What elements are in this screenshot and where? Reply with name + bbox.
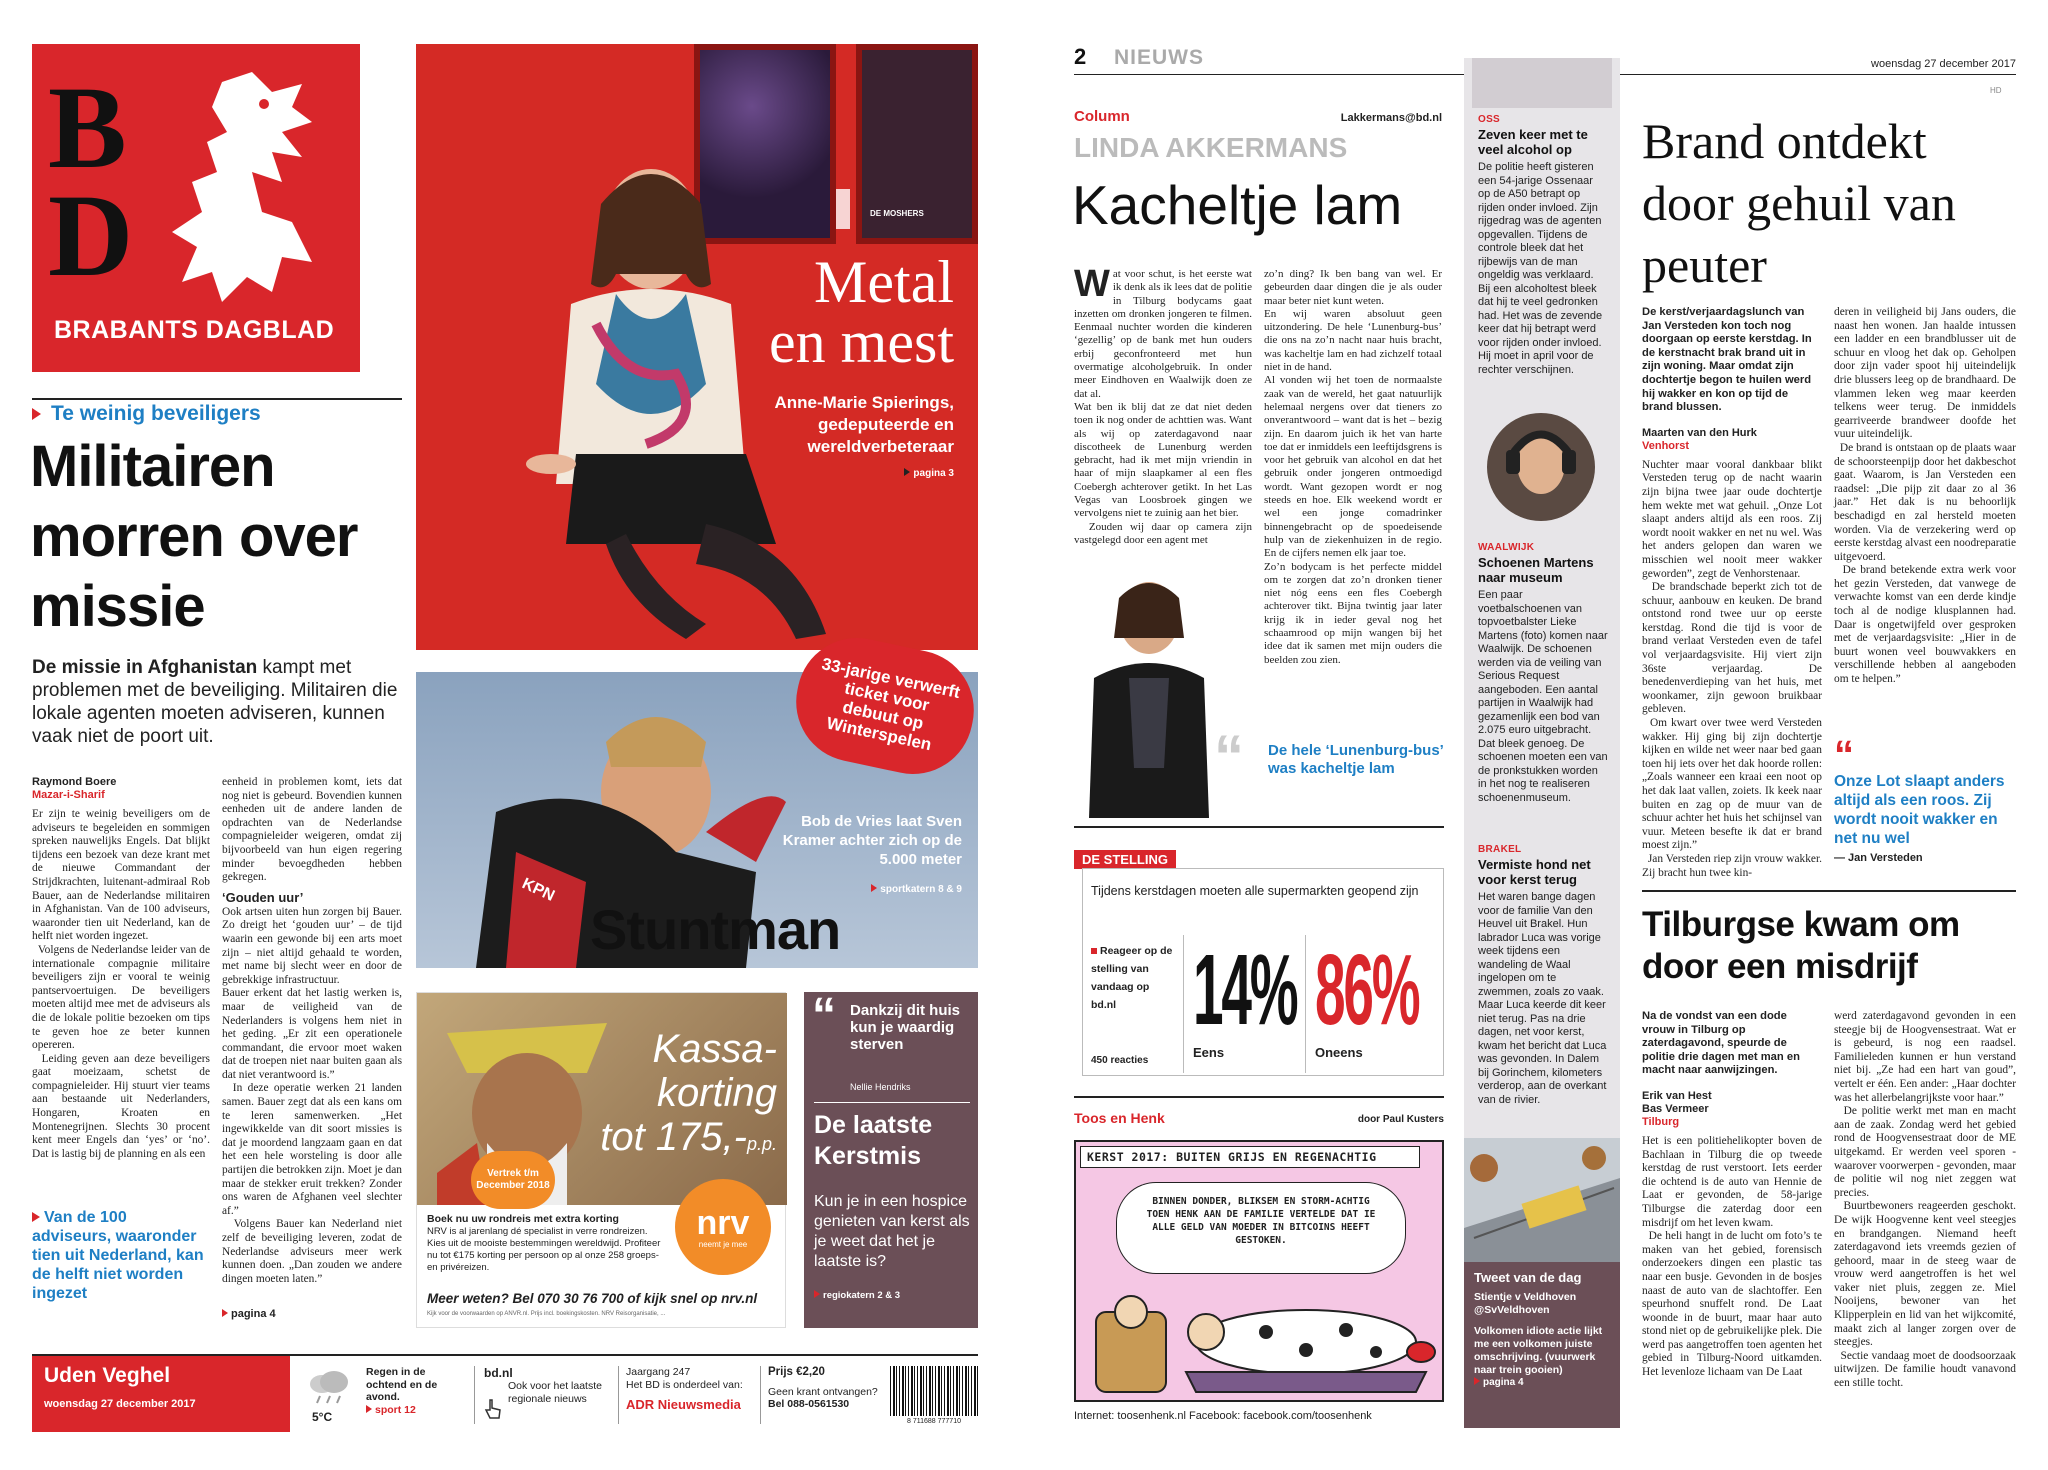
cartoon-rule [1074,1096,1444,1098]
masthead-letter-b: B [48,62,127,193]
stelling-divider-2 [1305,935,1306,1073]
tilburg-col2-text: werd zaterdagavond gevonden in een steegje bij de Hoogvensestraat. Wat er is gebeurd, is nog een raadsel. Familieleden kunnen er hun verstand niet bij. „Ze had een hart van goud”, vertelt er één. Een ander: „Haar dochter was het allerbelangrijkste voor haar.” De politie werkt met man en macht aan de zaak. Zondag werd het gebied rond de Hoogvensestraat door de ME uitgekamd. Er werden veel sporen - waarover voorwerpen - gevonden, maar de politie wil nog niet zeggen wat precies. Buurtbewoners reageerden geschokt. De wijk Hoogvenne kent veel steegjes en brandgangen. Niemand heeft zaterdagavond iets vreemds gezien of gehoord, maar in de steeg waar de vrouw werd aangetroffen is het wel vaker niet pluis, zeggen ze. Miel Nooijens, bewoner van het Klipperplein en lid van het wijkcomité, maakt zich al langer zorgen over de steegjes. Sectie vandaag moet de doodsoorzaak uitwijzen. De familie houdt vanavond een stille tocht. [1834,1010,2016,1390]
brand-quote: Onze Lot slaapt anders altijd als een roos. Zij wordt nooit wakker en net nu wel [1834,773,2005,847]
stelling-react-icon [1091,948,1097,954]
metal-ref[interactable] [836,468,954,479]
linda-portrait [1074,568,1214,818]
lead-intro-rest: kampt met problemen met de beveiliging. Militairen die lokale agenten moeten adviseren, kunnen vaak niet de poort uit. [32,657,398,747]
tweet-ref[interactable] [1474,1377,1610,1388]
sidebar-item-1-text: De politie heeft gisteren een 54-jarige Ossenaar op de A50 betrapt op rijden onder invloed. Zijn rijgedrag was de agenten opgevallen. Tijdens de controle bleek dat het rijbewijs van de man ongeldig was verklaard. Bij een alcoholtest bleek dat hij te veel gedronken had. Het was de zevende keer dat hij betrapt werd voor rijden onder invloed. Hij moet in april voor de rechter verschijnen. [1478,161,1606,376]
nrv-ad-text: NRV is al jarenlang dé specialist in verre rondreizen. Kies uit de mooiste bestemmingen wereldwijd. Profiteer nu tot €175 korting per persoon op al onze 258 groeps- en privéreizen. [427,1226,661,1273]
lead-col-1 [32,776,210,1326]
brand-rule [1642,890,2016,892]
stelling-no [1315,935,1435,1060]
sidebar-tab [1472,58,1612,108]
tweet-text: Volkomen idiote actie lijkt me een volkomen juiste omschrijving. (vuurwerk naar trein gooien) [1474,1325,1603,1376]
kerst-quote-icon: “ [812,989,836,1042]
metal-ref-text: pagina 3 [913,468,954,479]
nrv-logo-text: nrv [696,1203,750,1242]
lead-pullquote-text: Van de 100 adviseurs, waaronder tien uit Nederland, kan de helft niet worden ingezet [32,1209,204,1302]
anne-marie-photo [476,124,836,644]
section-name: NIEUWS [1114,46,1204,69]
kerst-ref-text: regiokatern 2 & 3 [823,1290,901,1301]
masthead-letter-d: D [48,170,134,301]
masthead-letters [48,62,168,314]
lieke-martens-photo [1486,412,1596,522]
stelling-yes-label: Eens [1193,1045,1225,1060]
footer-divider-3 [760,1366,761,1424]
cartoon-label: Toos en Henk [1074,1110,1165,1126]
left-footer [32,1354,978,1430]
cartoon-drawing [1076,1272,1442,1400]
kerst-text: Kun je in een hospice genieten van kerst als je weet dat het je laatste is? [814,1193,970,1270]
nrv-title-pp: p.p. [746,1134,777,1154]
stelling-divider [1183,935,1184,1073]
nrv-title-line1: Kassa- [652,1027,777,1071]
brand-col-1 [1642,306,1822,886]
footer-temp: 5°C [312,1410,333,1424]
page-ref-arrow-icon [222,1309,228,1317]
footer-date: woensdag 27 december 2017 [44,1398,196,1410]
sidebar-item-2-loc: WAALWIJK [1478,542,1535,553]
price-text: Prijs €2,20 [768,1366,825,1378]
metal-ref-arrow-icon [904,468,910,476]
jaargang-text: Jaargang 247 [626,1366,691,1378]
metal-feature[interactable] [416,44,978,650]
nrv-logo-sub: neemt je mee [698,1239,748,1249]
sidebar-item-2-text: Een paar voetbalschoenen van topvoetbalster Lieke Martens (foto) komen naar Waalwijk. De schoenen werden via de veiling van Serious Request aangeboden. Een aantal partijen in Waalwijk had gezamenlijk een bod van 2.075 euro uitgebracht. Dat bleek genoeg. De schoenen moeten een van de pronkstukken worden in het nog te realiseren schoenenmuseum. [1478,589,1611,804]
sidebar-item-3-text: Het waren bange dagen voor de familie Van den Heuvel uit Brakel. Hun labrador Luca was vorige week tijdens een wandeling de Waal ingelopen om te zwemmen, zoals zo vaak. Maar Luca keerde dit keer niet terug. Pas na drie dagen, net voor kerst, kwam het bericht dat Luca was gevonden. In Dalem bij Gorinchem, kilometers verderop, aan de overkant van de rivier. [1478,891,1610,1106]
kerst-headline: De laatste Kerstmis [814,1111,933,1170]
tilburg-location: Tilburg [1642,1115,1680,1128]
stelling-no-label: Oneens [1315,1045,1363,1060]
sidebar-item-2[interactable] [1478,542,1611,805]
sidebar-item-1-title: Zeven keer met te veel alcohol op [1478,127,1588,157]
lead-col2b-text: Ook artsen uiten hun zorgen bij Bauer. Zo dreigt het ‘gouden uur’ – de tijd waarin een gewonde bij een arts moet zijn – niet altijd gehaald te worden, met name bij slecht weer en door de gebrekkige infrastructuur. Bauer erkent dat het lastig werken is, maar de veiligheid van de Nederlanders is volgens hem niet in het geding. „Er zit een operationele commandant, die ervoor moet waken dat de troepen niet naar buiten gaan als dat niet verantwoord is.” In deze operatie werken 21 landen samen. Bauer zegt dat als een kans om te leren samenwerken. „Het ingewikkelde van dit soort missies is dat je moordend langzaam gaan en dat het een hele worsteling is door alle partijen die betrokken zijn. Moet je dan maar de stekker eruit trekken? Zonder ons waren de Afghanen veel slechter af.” Volgens Bauer kan Nederland niet zelf de beveiliging leveren, zodat de Nederlandse adviseurs meer werk kunnen doen. „Dan zouden we andere dingen moeten laten.” [222,905,403,1285]
stelling-label: DE STELLING [1074,850,1176,869]
metal-sub: Anne-Marie Spierings, gedeputeerde en wereldverbeteraar [774,393,954,456]
hand-pointer-icon [484,1398,504,1420]
barcode [890,1366,978,1416]
nrv-logo[interactable] [675,1179,771,1275]
kerst-ref-arrow-icon [814,1290,820,1298]
cartoon-author: door Paul Kusters [1357,1114,1444,1125]
train-photo [1464,1138,1620,1262]
weather-ref-text: sport 12 [375,1403,416,1416]
cartoon-panel [1074,1140,1444,1402]
kerst-ref[interactable] [814,1290,974,1301]
footer-divider-2 [618,1366,619,1424]
sidebar-item-2-title: Schoenen Martens naar museum [1478,555,1594,585]
brand-quote-icon: “ [1834,733,1854,777]
pullquote-arrow-icon [32,1212,40,1222]
tweet-ref-arrow-icon [1474,1377,1480,1385]
moshers-poster-label: DE MOSHERS [870,209,924,218]
column-col1-text: at voor schut, is het eerste wat ik denk als ik lees dat de politie in Tilburg bodycams gaat inzetten om dronken jongeren te filmen. Eenmaal nuchter worden die kinderen ‘gezellig’ op de bank met hun ouders erbij geconfronteerd met hun overmatige alcoholgebruik. In onder meer Eindhoven en Waalwijk doen ze dat al. Wat ben ik blij dat ze dat niet deden toen ik nog onder de achttien was. Want als wij op zaterdagavond naar discotheek de Lunenburg werden gebracht, had ik met mijn vriendin in haar of mijn slaapkamer al een fles Coebergh achterover getikt. In het Las Vegas van Loosbroek gingen we vervolgens niet te zuinig aan het bier. Zouden wij daar op camera zijn vastgelegd door een agent met [1074,268,1252,546]
lead-col1-text: Er zijn te weinig beveiligers om de adviseurs te begeleiden en sommigen spreken nauwelijks Engels. Dat blijkt tijdens een bezoek van deze krant met de nieuwe Commandant der Strijdkrachten, luitenant-admiraal Rob Bauer, aan de Nederlandse militairen in Afghanistan. Van de 100 adviseurs, waaronder tien uit Nederland, kan de helft niet worden ingezet. Volgens de Nederlandse leider van de internationale compagnie militaire beveiligers zijn er vooral te weinig pantservoertuigen. De beveiligers moeten altijd mee met de adviseurs als die de lokale politie bezoeken om tips te geven hoe ze beter kunnen opereren. Leiding geven aan deze beveiligers gaat moeizaam, schetst de compagnieleider. Hij stuurt vier teams aan bestaande uit Nederlanders, Hongaren, Kroaten en Montenegrijnen. Slechts 30 procent kent meer Engels dan ‘yes’ or ‘no’. Dat is lastig bij de planning en als een [32,808,210,1160]
moshers-poster-image [856,44,978,244]
weather-text: Regen in de ochtend en de avond. [366,1366,438,1403]
brand-intro: De kerst/verjaardagslunch van Jan Versteden kon toch nog doorgaan op eerste kerstdag. In de kerstnacht brak brand uit in zijn woning. Maar omdat zijn dochtertje begon te huilen werd hij wakker en kon op tijd de brand blussen. [1642,306,1812,414]
kerst-feature[interactable] [804,989,978,1328]
tweet-label: Tweet van de dag [1474,1270,1582,1285]
sidebar-item-3-title: Vermiste hond net voor kerst terug [1478,857,1591,887]
cartoon-bubble-text: BINNEN DONDER, BLIKSEM EN STORM-ACHTIG TOEN HENK AAN DE FAMILIE VERTELDE DAT IE ALLE GELD VAN MOEDER IN BITCOINS HEEFT GESTOKEN. [1146,1196,1376,1246]
service-text: Geen krant ontvangen? [768,1386,878,1398]
masthead-name: BRABANTS DAGBLAD [54,316,335,344]
nrv-ad-bold: Boek nu uw rondreis met extra korting [427,1213,619,1225]
sport-caption: Bob de Vries laat Sven Kramer achter zich op de 5.000 meter [782,813,962,868]
column-headline: Kacheltje lam [1072,174,1403,236]
column-dropcap: W [1074,263,1110,305]
stelling-no-pct: 86% [1315,934,1419,1046]
sidebar-item-3-loc: BRAKEL [1478,844,1522,855]
barcode-number: 8 711688 777710 [907,1418,961,1425]
tweet-user: Stientje v Veldhoven @SvVeldhoven [1474,1291,1577,1316]
nrv-date-badge [471,1151,555,1209]
kicker-text: Te weinig beveiligers [51,402,261,425]
column-label: Column [1074,108,1130,125]
kicker-arrow-icon [32,408,41,420]
news-sidebar [1464,58,1620,1428]
onderdeel-text: Het BD is onderdeel van: [626,1378,743,1391]
kerst-quote: Dankzij dit huis kun je waardig sterven [850,1002,961,1053]
column-rule [1074,826,1444,828]
lead-col-2 [222,776,405,1328]
skater-suit-label: KPN [519,875,558,905]
footer-weather [366,1366,466,1416]
sport-ref[interactable] [796,884,962,895]
sport-feature[interactable] [416,654,978,968]
stelling-question: Tijdens kerstdagen moeten alle supermarkten geopend zijn [1091,884,1419,898]
tweet-box[interactable] [1464,1262,1620,1428]
lead-pullquote [32,1208,210,1303]
metal-poster-logo-icon [836,189,850,229]
cartoon-footer[interactable] [1074,1410,1444,1422]
footer-edition-box [32,1356,290,1432]
header-date: woensdag 27 december 2017 [1871,58,2016,70]
lead-col2a-text: eenheid in problemen komt, iets dat nog niet is gebeurd. Bovendien kunnen eenheden uit de andere landen de opdrachten van de Nederlandse compagnieleider weigeren, omdat zij bijvoorbeeld van hun eigen regering minder bevoegdheden hebben gekregen. [222,776,405,884]
tilburg-intro: Na de vondst van een dode vrouw in Tilburg op zaterdagavond, speurde de politie drie dagen met man en macht naar aanwijzingen. [1642,1010,1800,1077]
stelling-yes [1193,935,1313,1060]
column-col-1 [1074,263,1252,560]
brand-col2-text: deren in veiligheid bij Jans ouders, die naast hen wonen. Jan haalde intussen een ladder en een brandblusser uit de schuur en vloog het dak op. Geholpen door zijn vader spoot hij uiteindelijk drie blussers leeg op de brandhaard. De vlammen leken weg maar keerden telkens weer terug. De inmiddels gearriveerde brandweer doofde het vuur uiteindelijk. De brand is ontstaan op de plaats waar de schoorsteenpijp door het dakbeschot gaat. Waarom, is Jan Versteden een raadsel: „Die pijp zit daar zo al 36 jaar.” Het dak is nu behoorlijk beschadigd en zal hersteld moeten worden. Via de verzekering werd op eerste kerstdag alvast een noodreparatie uitgevoerd. De brand betekende extra werk voor het gezin Versteden, dat vanwege de verwachte komst van een derde kindje toch al de nodige klusplannen had. Daar is ongetwijfeld over gesproken met de verjaardagsvisite: „Hier in de buurt wonen veel bouwvakkers en verschillende hebben al aangeboden om te helpen.” [1834,306,2016,686]
stelling-react-text: Reageer op de stelling van vandaag op bd.nl [1091,945,1173,1011]
header-hd: HD [1990,86,2002,95]
lead-page-ref[interactable] [222,1308,402,1320]
nrv-date-badge-text: Vertrek t/m December 2018 [476,1168,550,1191]
metal-headline-line2: en mest [769,309,954,375]
sidebar-item-1[interactable] [1478,114,1608,377]
lead-kicker [32,398,402,424]
column-author: LINDA AKKERMANS [1074,132,1348,163]
footer-jaargang [626,1366,758,1412]
footer-price [768,1366,888,1410]
nrv-ad-title [567,1027,777,1166]
cartoon-footer-text: Internet: toosenhenk.nl Facebook: facebook.com/toosenhenk [1074,1410,1372,1422]
footer-site-text: Ook voor het laatste regionale nieuws [508,1380,602,1405]
nrv-ad-fine: Kijk voor de voorwaarden op ANVR.nl. Prijs incl. boekingskosten. NRV Reisorganisatie, ... [427,1311,666,1317]
adr-logo: ADR Nieuwsmedia [626,1397,741,1412]
brand-location: Venhorst [1642,439,1690,452]
lead-intro [32,656,402,748]
column-col2-text: zo’n ding? Ik ben bang van wel. Er gebeurden daar dingen die je als ouder maar beter niet kunt weten. En wij waren absoluut geen uitzondering. De hele ‘Lunenburg-bus’ die ons na zo’n nacht naar huis bracht, was kacheltje lam en had zichzelf totaal niet in de hand. Al vonden wij het toen de normaalste zaak van de wereld, het gaat natuurlijk helemaal nergens over dat tieners zo onverantwoord – want dat is het – bezig zijn. En daarom juich ik het van harte toe dat er inmiddels een leeftijdsgrens is voor het gebruik van alcohol en dat het gebruik onder jongeren ontmoedigd wordt. Want gezopen wordt er nog steeds en hoe. Elk weekend wordt er wel een jonge comadrinker binnengebracht op de spoedeisende hulp van de ziekenhuizen in de regio. En de cijfers nemen elk jaar toe. Zo’n bodycam is het perfecte middel om te zorgen dat zo’n dronken tiener niet nóg eens een fles Coebergh achterover tikt. Bijna twintig jaar later krijg ik in ieder geval nog het schaamrood op mijn wangen bij het idee dat ik samen met mijn ouders die beelden zou zien. [1264,268,1442,666]
kerst-quote-by: Nellie Hendriks [850,1082,911,1092]
sport-ref-text: sportkatern 8 & 9 [880,884,962,895]
cartoon-bubble [1116,1182,1406,1274]
column-quote-icon: “ [1214,723,1244,790]
lead-page-ref-text: pagina 4 [231,1307,276,1320]
sidebar-item-3[interactable] [1478,844,1608,1107]
tilburg-authors: Erik van Hest Bas Vermeer [1642,1089,1712,1115]
weather-ref[interactable] [366,1404,466,1416]
cartoon-title: KERST 2017: BUITEN GRIJS EN REGENACHTIG [1087,1150,1377,1164]
tilburg-headline[interactable]: Tilburgse kwam om door een misdrijf [1642,905,1960,986]
lead-intro-bold: De missie in Afghanistan [32,657,258,678]
tilburg-col-2 [1834,1010,2016,1428]
sport-ref-arrow-icon [871,884,877,892]
stelling-box [1082,868,1444,1076]
lead-subhead: ‘Gouden uur’ [222,889,304,905]
lead-author: Raymond Boere [32,776,117,788]
weather-ref-arrow-icon [366,1405,372,1413]
stelling-react[interactable] [1091,941,1173,1013]
weather-cloud-icon [306,1366,352,1406]
brand-author: Maarten van den Hurk [1642,426,1757,439]
nrv-title-price: tot 175,- [600,1115,747,1159]
kerst-divider [814,1102,970,1103]
nrv-title-line2: korting [656,1071,777,1115]
column-email[interactable]: Lakkermans@bd.nl [1340,112,1442,124]
nrv-ad-body [427,1213,667,1274]
brand-headline[interactable]: Brand ontdekt door gehuil van peuter [1642,113,1956,293]
brand-quote-by: — Jan Versteden [1834,852,1923,864]
brand-col1-text: Nuchter maar vooral dankbaar blikt Versteden terug op de nacht waarin zijn bijna twee jaar oude dochtertje hem wekte met wat gehuil. „Onze Lot slaapt anders altijd als een roos. Zij wordt nooit wakker en net nu wel. Was het anders gelopen dan waren we misschien wel nooit meer wakker geworden”, zegt de Venhorstenaar. De brandschade beperkt zich tot de schuur, aanbouw en keuken. De brand ontstond rond twee uur op eerste kerstdag. Rond die tijd is voor de brand verlaat Versteden even de tafel vol verjaardagsvisite. Hij viert zijn 36ste verjaardag. De benedenverdieping van het huis, met woonkamer, zijn gewoon bruikbaar gebleven. Om kwart over twee werd Versteden wakker. Hij ging bij zijn dochtertje kijken en wilde net weer naar bed gaan toen hij iets over het dak hoorde rollen: „Zoals wanneer een kraai een noot op het dak laat vallen, zoiets. Ik keek naar buiten en zag op de muur van de schuur achter het huis het schijnsel van vuur. Meteen besefte ik dat er brand moest zijn.” Jan Versteden riep zijn vrouw wakker. Zij bracht hun twee kin- [1642,458,1822,879]
tweet-ref-text: pagina 4 [1483,1377,1524,1388]
metal-headline-line1: Metal [814,249,954,315]
stelling-count: 450 reacties [1091,1055,1149,1066]
metal-headline [716,249,954,375]
masthead-logo[interactable] [32,44,360,372]
column-col-2 [1264,268,1442,710]
column-quote: De hele ‘Lunenburg-bus’ was kacheltje lam [1268,742,1444,777]
footer-edition: Uden Veghel [44,1364,171,1387]
sidebar-item-1-loc: OSS [1478,114,1501,125]
cartoon-title-box [1080,1146,1420,1168]
lion-icon [152,62,352,312]
sport-badge-text: 33-jarige verwerft ticket voor debuut op Winterspelen [820,654,962,755]
tilburg-col-1 [1642,1010,1822,1428]
lead-headline[interactable]: Militairen morren over missie [30,434,358,639]
tilburg-col1-text: Het is een politiehelikopter boven de Bachlaan in Tilburg die op tweede kerstdag de rust verstoort. Iets eerder die ochtend is de auto van Hennie de Laat er gevonden, de 58-jarige Tilburgse die zaterdag door een misdrijf om het leven kwam. De heli hangt in de lucht om foto’s te maken van het gebied, forensisch onderzoekers dingen een plastic tas naar een busje. Gevonden in de bosjes naast de auto van de slachtoffer. Een speurhond snuffelt rond. De Laat woonde in de buurt, maar haar auto stond niet op de gebruikelijke plek. Die werd pas aangetroffen toen agenten het gebied in Tilburg-Noord uitkamden. Het levenloze lichaam van De Laat [1642,1134,1823,1379]
nrv-title-line3 [567,1115,777,1166]
service-phone[interactable]: Bel 088-0561530 [768,1398,850,1410]
footer-site-name: bd.nl [484,1366,513,1380]
brand-col-2 [1834,306,2016,886]
nrv-ad-cta[interactable]: Meer weten? Bel 070 30 76 700 of kijk snel op nrv.nl [427,1291,758,1306]
page-number: 2 [1074,44,1087,69]
stelling-yes-pct: 14% [1193,934,1297,1046]
nrv-ad[interactable] [416,992,786,1328]
lead-location: Mazar-i-Sharif [32,789,105,801]
footer-divider-1 [474,1366,475,1424]
sport-headline: Stuntman [590,898,841,961]
